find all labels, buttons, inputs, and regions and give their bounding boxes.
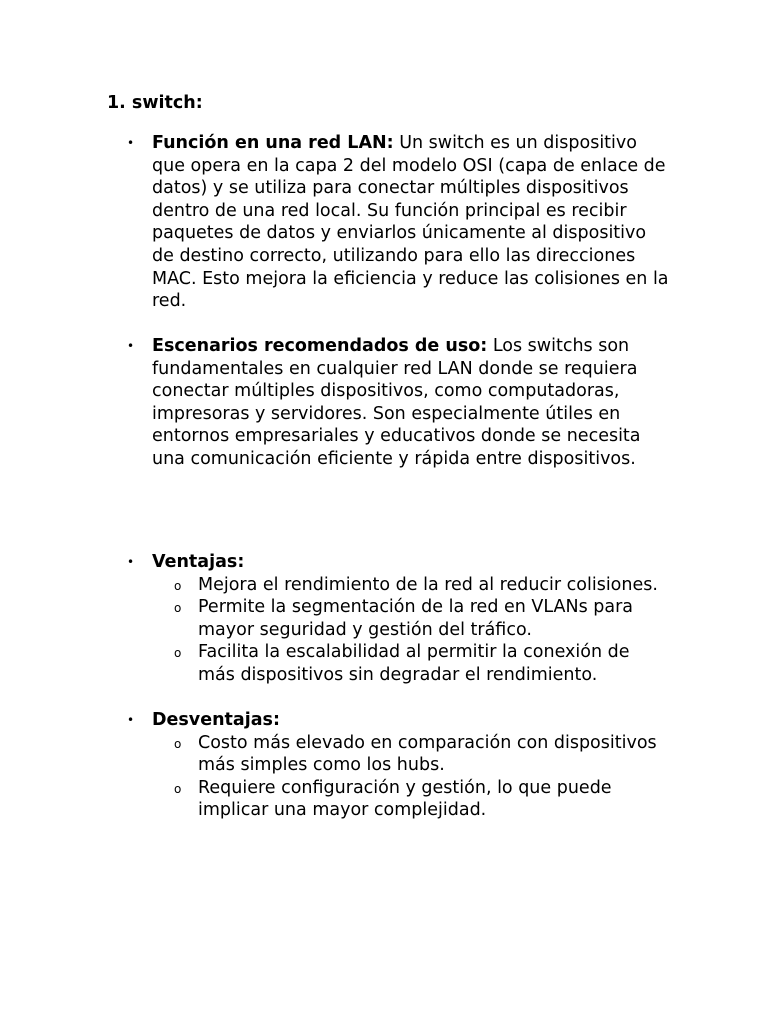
list-item-desventajas xyxy=(127,709,672,822)
list-item-funcion xyxy=(127,132,672,313)
item-label: Escenarios recomendados de uso: xyxy=(152,336,488,356)
item-label: Desventajas: xyxy=(152,710,280,730)
sub-list-item xyxy=(174,596,668,641)
section-heading: 1. switch: xyxy=(107,93,203,113)
circle-bullet-icon: o xyxy=(174,736,182,751)
circle-bullet-icon: o xyxy=(174,646,182,661)
sub-list-item xyxy=(174,732,668,777)
sub-list-item xyxy=(174,574,668,597)
ventajas-sublist xyxy=(152,574,672,687)
desventajas-sublist xyxy=(152,732,672,822)
item-text: Los switchs son fundamentales en cualquier red LAN donde se requiera conectar múltiples dispositivos, como computadoras, impresoras y servidores. Son especialmente útiles en entornos empresariales y educativos donde se necesita una comunicación eficiente y rápida entre dispositivos. xyxy=(152,336,641,469)
circle-bullet-icon: o xyxy=(174,578,182,593)
circle-bullet-icon: o xyxy=(174,781,182,796)
sub-item-text: Costo más elevado en comparación con dispositivos más simples como los hubs. xyxy=(198,732,657,776)
circle-bullet-icon: o xyxy=(174,601,182,616)
item-text: Un switch es un dispositivo que opera en la capa 2 del modelo OSI (capa de enlace de datos) y se utiliza para conectar múltiples dispositivos dentro de una red local. Su función principal es recibir paquetes de datos y enviarlos únicamente al dispositivo de destino correcto, utilizando para ello las direcciones MAC. Esto mejora la eficiencia y reduce las colisiones en la red. xyxy=(152,133,669,312)
sub-list-item xyxy=(174,777,668,822)
sub-item-text: Mejora el rendimiento de la red al reducir colisiones. xyxy=(198,574,658,595)
item-label: Función en una red LAN: xyxy=(152,133,394,153)
bullet-icon: • xyxy=(127,555,135,569)
list-item-ventajas xyxy=(127,551,672,687)
list-item-escenarios xyxy=(127,335,672,471)
bullet-icon: • xyxy=(127,713,135,727)
sub-list-item xyxy=(174,641,668,686)
sub-item-text: Facilita la escalabilidad al permitir la conexión de más dispositivos sin degradar el rendimiento. xyxy=(198,642,630,685)
bullet-icon: • xyxy=(127,136,135,150)
bullet-icon: • xyxy=(127,339,135,353)
sub-item-text: Permite la segmentación de la red en VLANs para mayor seguridad y gestión del tráfico. xyxy=(198,597,634,640)
item-label: Ventajas: xyxy=(152,552,245,572)
sub-item-text: Requiere configuración y gestión, lo que puede implicar una mayor complejidad. xyxy=(198,777,612,821)
